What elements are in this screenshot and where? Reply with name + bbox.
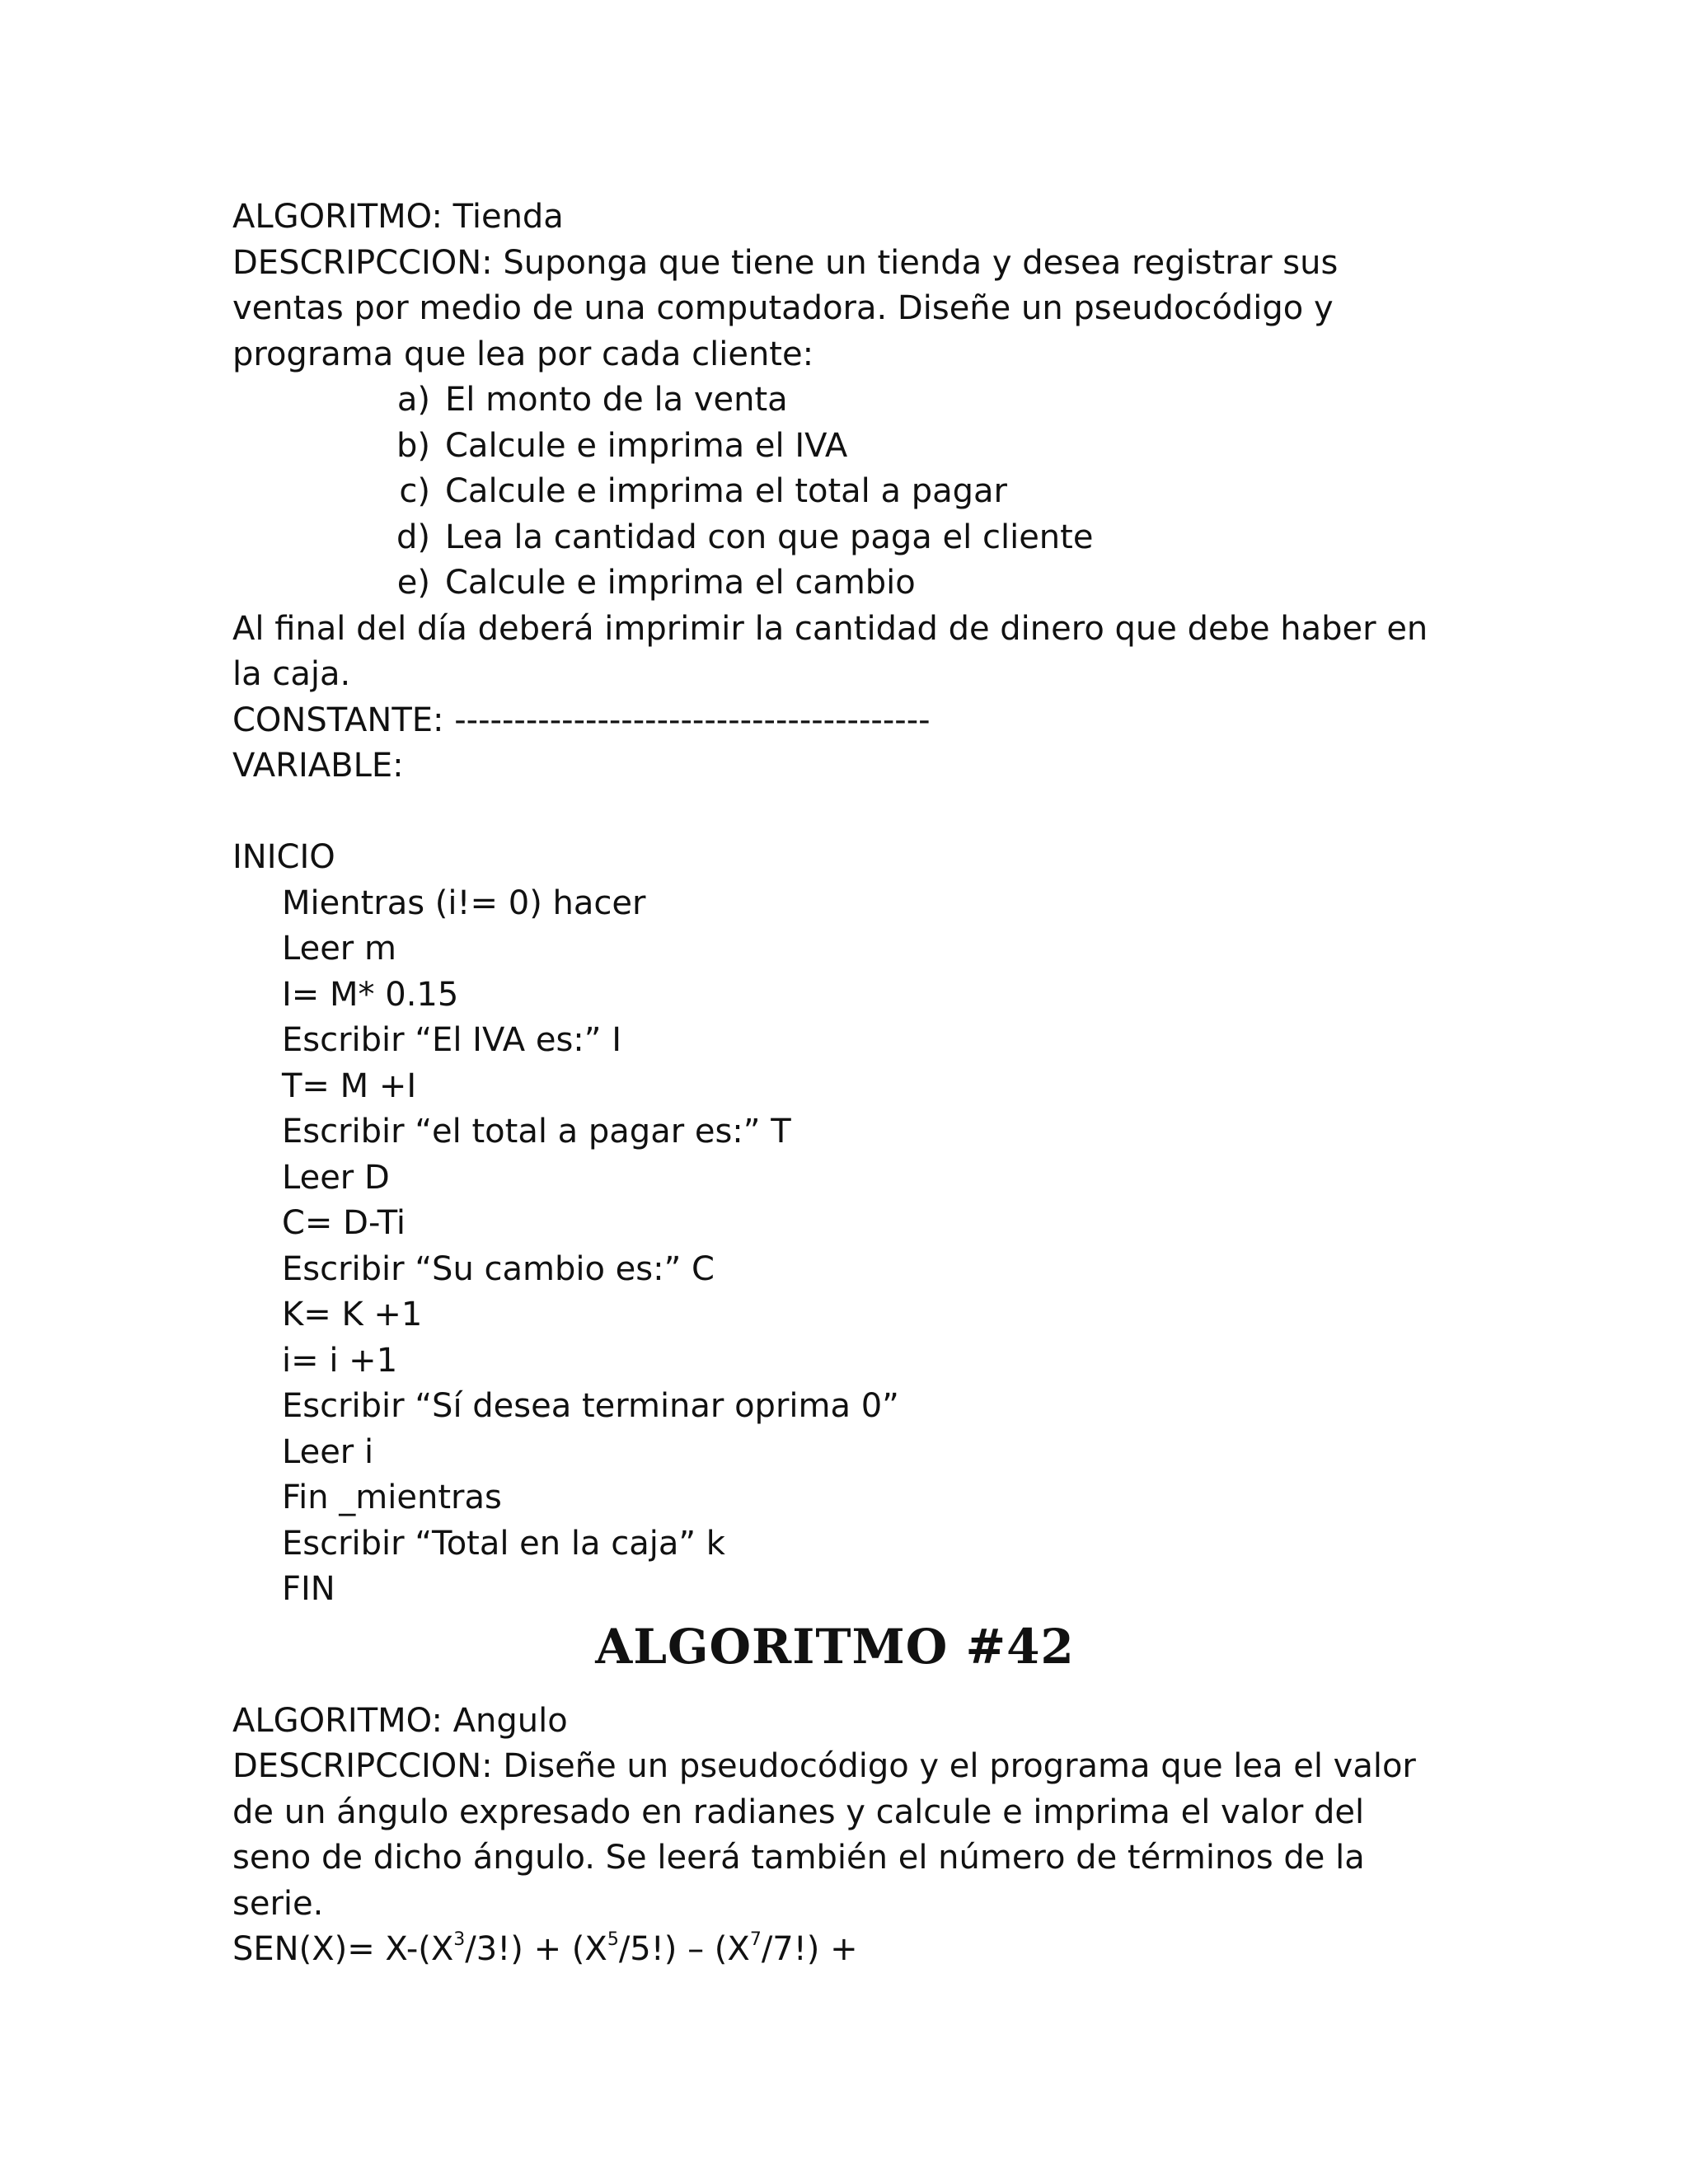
list-marker: e) bbox=[396, 564, 430, 602]
variable-line: VARIABLE: bbox=[232, 747, 404, 785]
code-line: FIN bbox=[282, 1570, 335, 1608]
inicio-line: INICIO bbox=[232, 838, 335, 876]
constante-line: CONSTANTE: ---------------------------------------- bbox=[232, 701, 931, 739]
descripcion-angulo: DESCRIPCCION: Diseñe un pseudocódigo y el programa que lea el valor de un ángulo expresado en radianes y calcule e imprima el valor del seno de dicho ángulo. Se leerá también el número de términos de la serie. bbox=[232, 1747, 1416, 1923]
code-line: Escribir “Su cambio es:” C bbox=[282, 1249, 715, 1288]
list-item bbox=[232, 424, 1469, 470]
list-item-text: Calcule e imprima el IVA bbox=[445, 426, 848, 465]
list-marker: c) bbox=[399, 472, 430, 510]
sine-series-formula bbox=[232, 1927, 1469, 1973]
code-line: Escribir “Total en la caja” k bbox=[282, 1524, 725, 1563]
list-marker: b) bbox=[396, 426, 430, 465]
algoritmo-angulo-heading: ALGORITMO: Angulo bbox=[232, 1701, 568, 1740]
list-item bbox=[232, 515, 1469, 561]
list-item-text: El monto de la venta bbox=[445, 381, 788, 419]
list-marker: d) bbox=[396, 518, 430, 556]
formula-part: /5!) – (X bbox=[618, 1930, 750, 1968]
requirements-list bbox=[232, 377, 1469, 607]
formula-exponent: 3 bbox=[453, 1929, 466, 1950]
pseudocode-block bbox=[232, 881, 1469, 1613]
formula-part: SEN(X)= X-(X bbox=[232, 1930, 454, 1968]
list-marker: a) bbox=[396, 381, 430, 419]
code-line: Escribir “Sí desea terminar oprima 0” bbox=[282, 1387, 899, 1425]
code-line: Fin _mientras bbox=[282, 1479, 502, 1516]
code-line: Mientras (i!= 0) hacer bbox=[282, 883, 646, 922]
code-line: i= i +1 bbox=[282, 1341, 398, 1380]
blank-line bbox=[232, 790, 1469, 836]
algoritmo-tienda-heading: ALGORITMO: Tienda bbox=[232, 198, 564, 236]
formula-part: /3!) + (X bbox=[465, 1930, 607, 1968]
code-line: Leer D bbox=[282, 1158, 390, 1197]
code-line: Escribir “el total a pagar es:” T bbox=[282, 1113, 791, 1151]
section-title: ALGORITMO #42 bbox=[595, 1618, 1075, 1675]
code-line: C= D-Ti bbox=[282, 1204, 406, 1242]
code-line: Escribir “El IVA es:” I bbox=[282, 1021, 621, 1059]
formula-part: /7!) + bbox=[761, 1930, 858, 1968]
list-item bbox=[232, 377, 1469, 424]
code-line: I= M* 0.15 bbox=[282, 975, 459, 1014]
descripcion-tienda: DESCRIPCCION: Suponga que tiene un tienda y desea registrar sus ventas por medio de una computadora. Diseñe un pseudocódigo y programa que lea por cada cliente: bbox=[232, 243, 1339, 373]
list-item-text: Calcule e imprima el total a pagar bbox=[445, 472, 1007, 510]
formula-exponent: 7 bbox=[749, 1929, 762, 1950]
document-page bbox=[232, 194, 1469, 1973]
list-item-text: Lea la cantidad con que paga el cliente bbox=[445, 518, 1094, 556]
list-item-text: Calcule e imprima el cambio bbox=[445, 564, 916, 602]
formula-exponent: 5 bbox=[607, 1929, 619, 1950]
code-line: K= K +1 bbox=[282, 1296, 423, 1333]
list-item bbox=[232, 469, 1469, 515]
list-item bbox=[232, 560, 1469, 607]
final-del-dia-text: Al final del día deberá imprimir la cantidad de dinero que debe haber en la caja. bbox=[232, 609, 1428, 693]
code-line: T= M +I bbox=[282, 1066, 417, 1105]
code-line: Leer m bbox=[282, 930, 396, 968]
code-line: Leer i bbox=[282, 1432, 374, 1471]
